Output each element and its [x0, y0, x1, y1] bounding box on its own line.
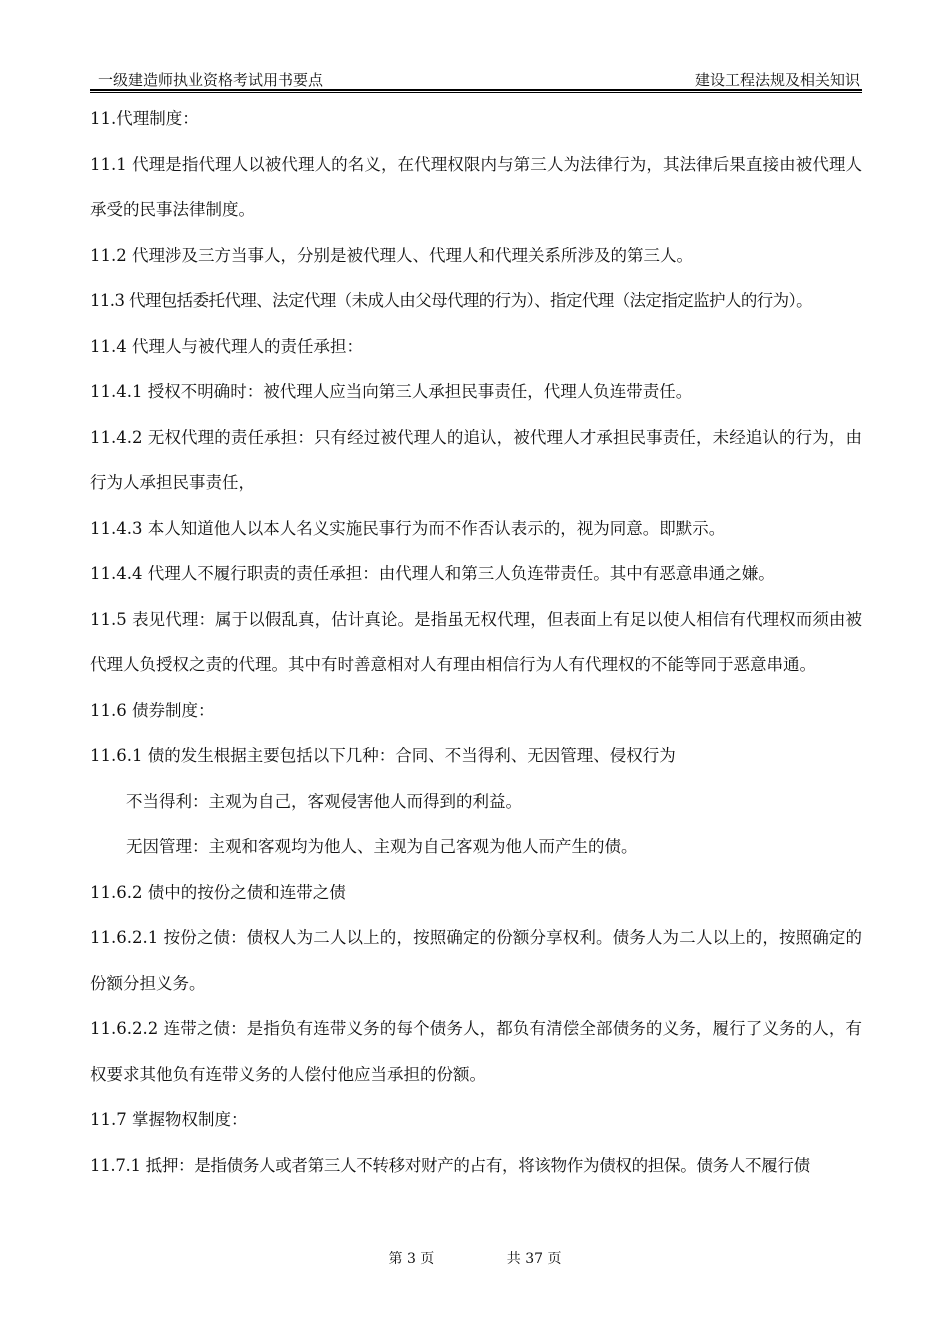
- section-heading-11-6: 11.6 债券制度：: [90, 700, 215, 720]
- paragraph-11-7-1: 11.7.1 抵押：是指债务人或者第三人不转移对财产的占有，将该物作为债权的担保。债务人不履行债: [90, 1155, 810, 1175]
- page-header: [90, 68, 860, 88]
- paragraph-11-4-4: 11.4.4 代理人不履行职责的责任承担：由代理人和第三人负连带责任。其中有恶意串通之嫌。: [90, 564, 775, 583]
- paragraph-11-1: 11.1 代理是指代理人以被代理人的名义，在代理权限内与第三人为法律行为，其法律后果直接由被代理人承受的民事法律制度。: [90, 154, 862, 219]
- paragraph-11-3: 11.3 代理包括委托代理、法定代理（未成人由父母代理的行为）、指定代理（法定指定监护人的行为）。: [90, 291, 813, 310]
- paragraph-11-6-1: 11.6.1 债的发生根据主要包括以下几种：合同、不当得利、无因管理、侵权行为: [90, 746, 676, 765]
- page-total: 共 37 页: [506, 1251, 562, 1267]
- section-heading-11: 11.代理制度：: [90, 109, 199, 128]
- definition-unjust-enrichment: 不当得利：主观为自己，客观侵害他人而得到的利益。: [126, 791, 522, 811]
- paragraph-11-6-2: 11.6.2 债中的按份之债和连带之债: [90, 882, 346, 902]
- header-book-title: 一级建造师执业资格考试用书要点: [98, 71, 324, 89]
- page-number: 第 3 页: [388, 1251, 435, 1267]
- paragraph-11-4-1: 11.4.1 授权不明确时：被代理人应当向第三人承担民事责任，代理人负连带责任。: [90, 382, 693, 401]
- definition-negotiorum-gestio: 无因管理：主观和客观均为他人、主观为自己客观为他人而产生的债。: [126, 837, 638, 856]
- paragraph-11-6-2-2: 11.6.2.2 连带之债：是指负有连带义务的每个债务人，都负有清偿全部债务的义务，履行了义务的人，有权要求其他负有连带义务的人偿付他应当承担的份额。: [90, 1019, 862, 1084]
- header-subject-title: 建设工程法规及相关知识: [694, 71, 860, 89]
- paragraph-11-5: 11.5 表见代理：属于以假乱真，估计真论。是指虽无权代理，但表面上有足以使人相信有代理权而须由被代理人负授权之责的代理。其中有时善意相对人有理由相信行为人有代理权的不能等同于恶意串通。: [90, 609, 862, 674]
- paragraph-11-2: 11.2 代理涉及三方当事人，分别是被代理人、代理人和代理关系所涉及的第三人。: [90, 245, 693, 265]
- section-heading-11-7: 11.7 掌握物权制度：: [90, 1110, 248, 1129]
- header-divider: [90, 89, 862, 91]
- paragraph-11-4-3: 11.4.3 本人知道他人以本人名义实施民事行为而不作否认表示的，视为同意。即默示。: [90, 518, 726, 538]
- document-body: [90, 96, 862, 1188]
- paragraph-11-4: 11.4 代理人与被代理人的责任承担：: [90, 336, 363, 356]
- paragraph-11-4-2: 11.4.2 无权代理的责任承担：只有经过被代理人的追认，被代理人才承担民事责任，未经追认的行为，由行为人承担民事责任，: [90, 427, 862, 492]
- page-footer: [0, 1248, 950, 1268]
- paragraph-11-6-2-1: 11.6.2.1 按份之债：债权人为二人以上的，按照确定的份额分享权利。债务人为二人以上的，按照确定的份额分担义务。: [90, 928, 862, 993]
